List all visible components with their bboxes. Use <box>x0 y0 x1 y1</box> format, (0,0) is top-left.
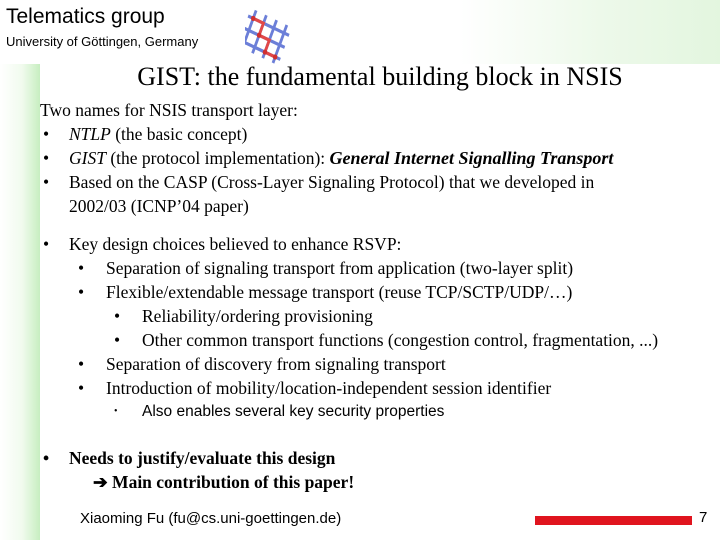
contribution-line <box>40 470 720 494</box>
bullet-icon: • <box>43 234 50 254</box>
gist-name: GIST <box>69 148 106 168</box>
slide-title: GIST: the fundamental building block in NSIS <box>137 62 623 91</box>
contribution-text: Main contribution of this paper! <box>112 472 355 492</box>
bullet-icon: • <box>114 306 121 326</box>
university-name: University of Göttingen, Germany <box>6 34 199 49</box>
bullet-sep-transport <box>40 256 720 280</box>
bullet-icon: • <box>78 282 85 302</box>
design-intro: Key design choices believed to enhance RSVP: <box>69 234 402 254</box>
arrow-right-icon: ➔ <box>93 472 108 492</box>
bullet-sep-discovery <box>40 352 720 376</box>
ntlp-desc: (the basic concept) <box>110 124 248 144</box>
bullet-justify <box>40 446 720 470</box>
bullet-other-common <box>40 328 720 352</box>
gist-full-name: General Internet Signalling Transport <box>329 148 614 168</box>
gist-desc: (the protocol implementation): <box>105 148 330 168</box>
reliability-text: Reliability/ordering provisioning <box>142 306 373 326</box>
bullet-icon: • <box>43 148 50 168</box>
side-gradient-bar <box>0 0 40 540</box>
intro-line: Two names for NSIS transport layer: <box>40 100 298 120</box>
bullet-icon: • <box>78 258 85 278</box>
sep-transport-text: Separation of signaling transport from application (two-layer split) <box>106 258 574 278</box>
other-common-text: Other common transport functions (congestion control, fragmentation, ...) <box>142 330 659 350</box>
footer-accent-bar <box>535 516 692 525</box>
footer-author: Xiaoming Fu (fu@cs.uni-goettingen.de) <box>80 510 342 527</box>
bullet-ntlp <box>40 122 720 146</box>
bullet-icon: • <box>78 378 85 398</box>
bullet-icon: • <box>43 172 50 192</box>
bullet-icon: • <box>43 448 50 468</box>
page-number: 7 <box>699 509 708 526</box>
flexible-text: Flexible/extendable message transport (reuse TCP/SCTP/UDP/…) <box>106 282 573 302</box>
bullet-reliability <box>40 304 720 328</box>
slide-body <box>40 98 720 494</box>
bullet-icon: • <box>43 124 50 144</box>
casp-line-1: Based on the CASP (Cross-Layer Signaling Protocol) that we developed in <box>69 172 595 192</box>
casp-line-2: 2002/03 (ICNP’04 paper) <box>69 196 249 216</box>
mobility-text: Introduction of mobility/location-independent session identifier <box>106 378 552 398</box>
bullet-security <box>40 400 720 424</box>
bullet-design <box>40 232 720 256</box>
bullet-icon: • <box>114 406 118 417</box>
security-text: Also enables several key security properties <box>142 403 445 420</box>
bullet-casp <box>40 170 720 194</box>
ntlp-name: NTLP <box>69 124 111 144</box>
bullet-icon: • <box>78 354 85 374</box>
bullet-mobility <box>40 376 720 400</box>
group-name: Telematics group <box>6 5 165 28</box>
bullet-icon: • <box>114 330 121 350</box>
justify-text: Needs to justify/evaluate this design <box>69 448 336 468</box>
bullet-gist <box>40 146 720 170</box>
sep-discovery-text: Separation of discovery from signaling transport <box>106 354 446 374</box>
bullet-flexible <box>40 280 720 304</box>
grid-logo-icon <box>245 2 323 66</box>
